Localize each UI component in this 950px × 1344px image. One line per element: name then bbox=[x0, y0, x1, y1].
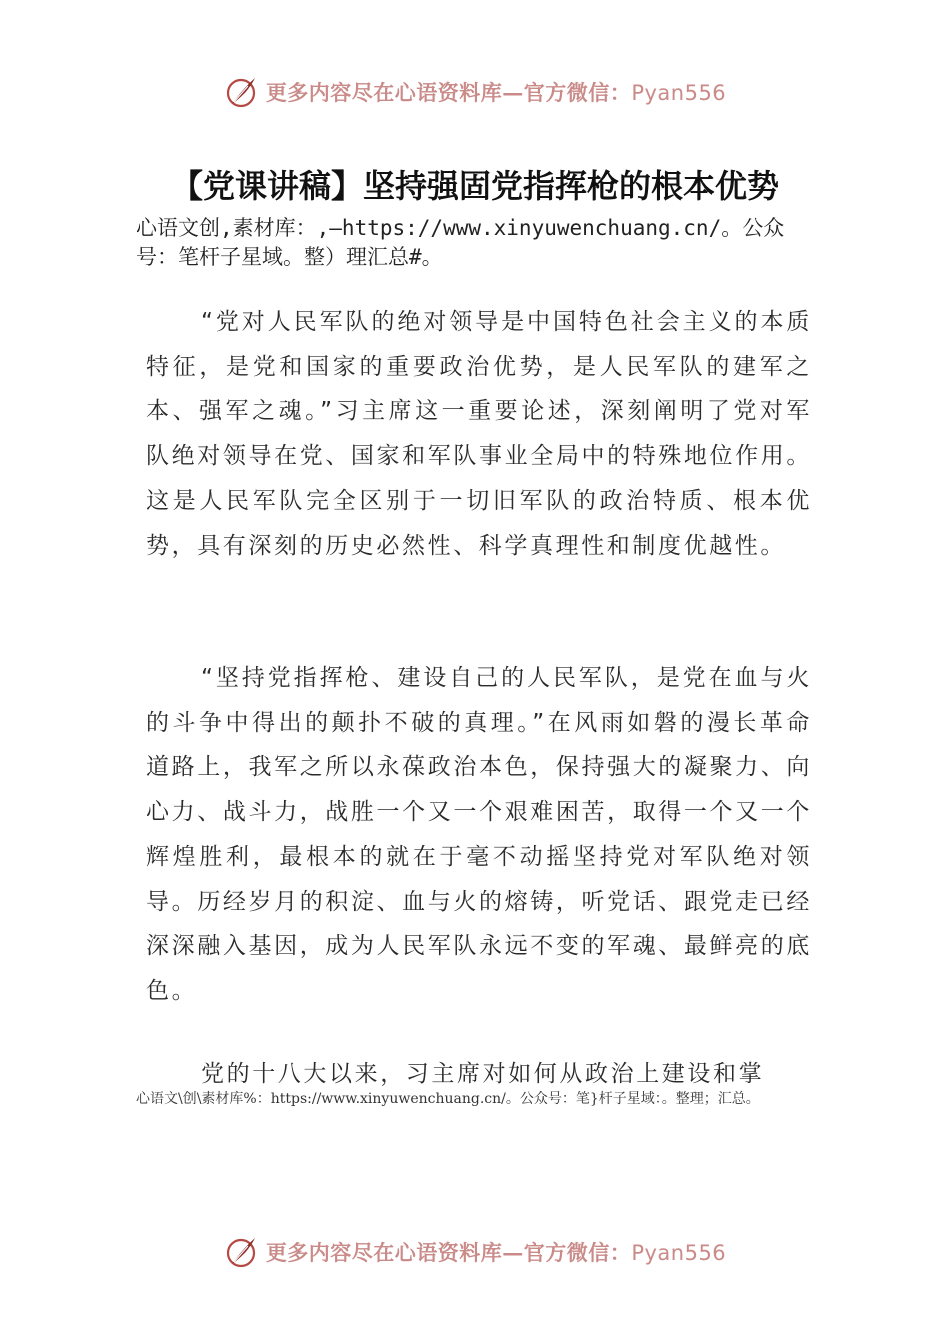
paragraph-2: “坚持党指挥枪、建设自己的人民军队，是党在血与火的斗争中得出的颠扑不破的真理。”在风雨如磐的漫长革命道路上，我军之所以永葆政治本色，保持强大的凝聚力、向心力、战斗力，战胜一个又一个艰难困苦，取得一个又一个辉煌胜利，最根本的就在于毫不动摇坚持党对军队绝对领导。历经岁月的积淀、血与火的熔铸，听党话、跟党走已经深深融入基因，成为人民军队永远不变的军魂、最鲜亮的底色。 bbox=[146, 665, 812, 1004]
document-title: 【党课讲稿】坚持强固党指挥枪的根本优势 bbox=[170, 167, 779, 205]
banner-text: 更多内容尽在心语资料库—官方微信： bbox=[265, 1240, 632, 1265]
banner-text: 更多内容尽在心语资料库—官方微信： bbox=[265, 80, 632, 105]
footer-banner bbox=[0, 1230, 950, 1274]
paragraph-3: 党的十八大以来，习主席对如何从政治上建设和掌 bbox=[201, 1061, 765, 1087]
feather-pen-circle-logo-icon bbox=[224, 1234, 260, 1270]
paragraph-1: “党对人民军队的绝对领导是中国特色社会主义的本质特征，是党和国家的重要政治优势，是人民军队的建军之本、强军之魂。”习主席这一重要论述，深刻阐明了党对军队绝对领导在党、国家和军队事业全局中的特殊地位作用。这是人民军队完全区别于一切旧军队的政治特质、根本优势，具有深刻的历史必然性、科学真理性和制度优越性。 bbox=[146, 309, 812, 559]
source-line-bottom: 心语文\创\素材库%：https://www.xinyuwenchuang.cn/。公众号：笔}杆子星域：。整理；汇总。 bbox=[136, 1091, 760, 1107]
feather-pen-circle-logo-icon bbox=[224, 74, 260, 110]
banner-wechat-id: Pyan556 bbox=[631, 1241, 727, 1265]
header-banner bbox=[0, 70, 950, 114]
banner-wechat-id: Pyan556 bbox=[631, 81, 727, 105]
source-line-top: 心语文创,素材库：,—https://www.xinyuwenchuang.cn/。公众号：笔杆子星域。整）理汇总#。 bbox=[136, 216, 785, 269]
